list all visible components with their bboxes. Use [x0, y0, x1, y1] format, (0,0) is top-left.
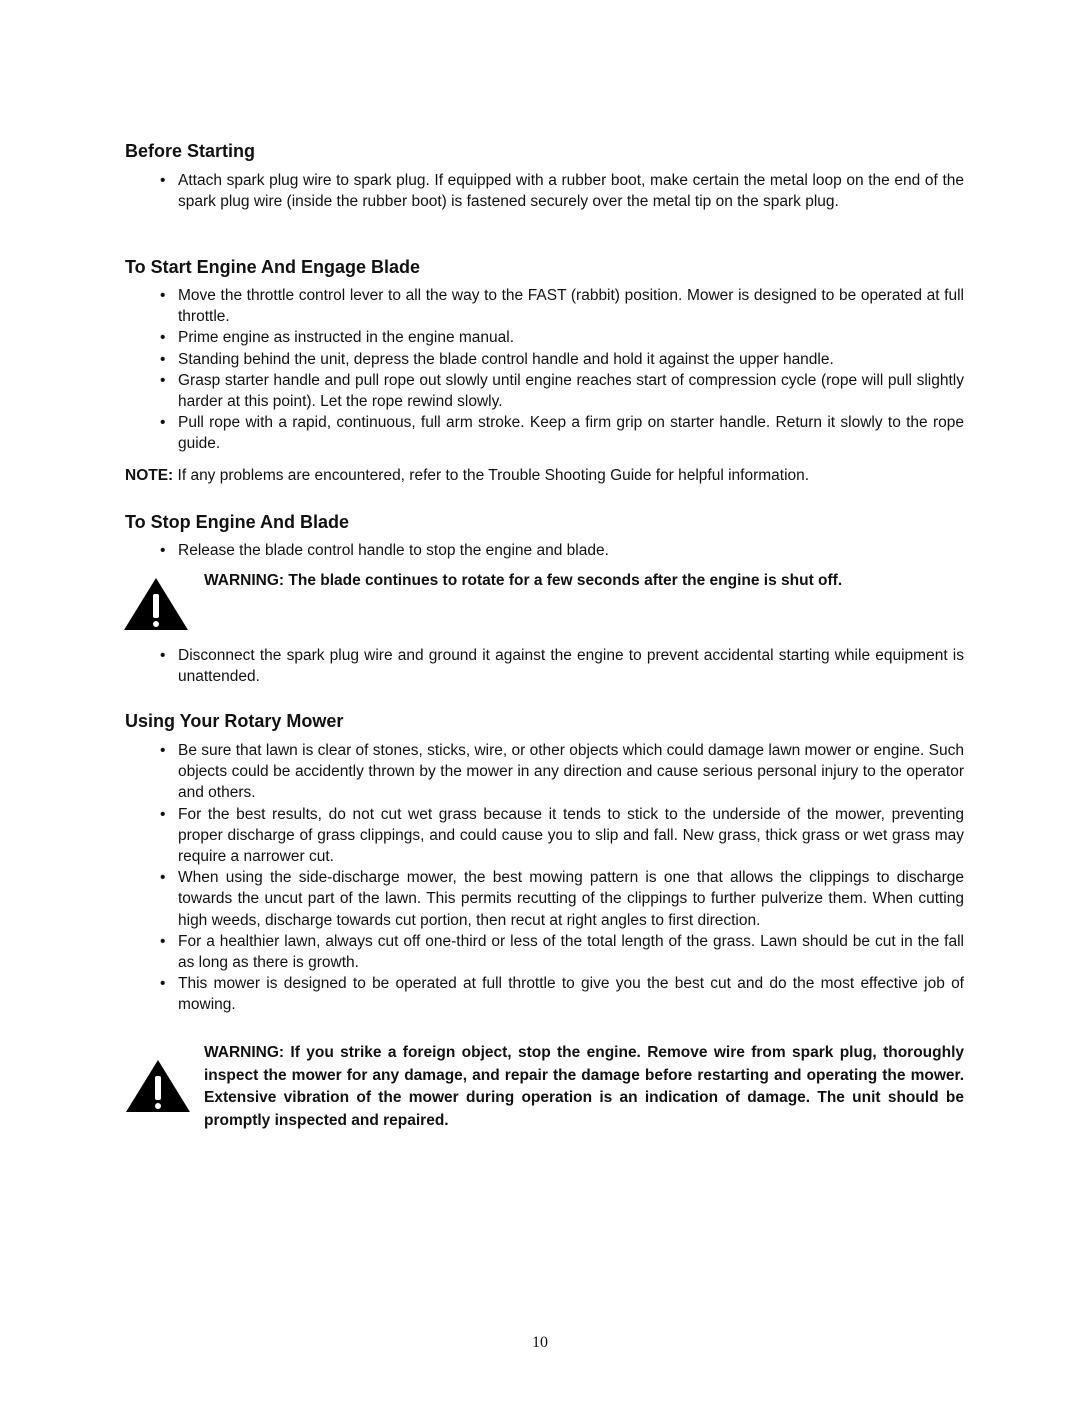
heading-stop-engine: To Stop Engine And Blade — [125, 512, 349, 532]
list-item: • Prime engine as instructed in the engine manual. — [158, 327, 964, 348]
heading-before-starting: Before Starting — [125, 141, 256, 161]
heading-start-engine: To Start Engine And Engage Blade — [125, 257, 421, 277]
list-item: • This mower is designed to be operated at full throttle to give you the best cut and do the most effective job of mowing. — [158, 973, 964, 1015]
list-item: • For the best results, do not cut wet grass because it tends to stick to the underside of the mower, preventing proper discharge of grass clippings, and could cause you to slip and fall. New grass, thick grass or wet grass may require a narrower cut. — [158, 804, 964, 868]
list-item: • Grasp starter handle and pull rope out slowly until engine reaches start of compression cycle (rope will pull slightly harder at this point). Let the rope rewind slowly. — [158, 370, 964, 412]
list-item: • For a healthier lawn, always cut off one-third or less of the total length of the grass. Lawn should be cut in the fall as long as there is growth. — [158, 931, 964, 973]
list-item: • Move the throttle control lever to all the way to the FAST (rabbit) position. Mower is designed to be operated at full throttle. — [158, 285, 964, 327]
start-engine-list — [158, 285, 964, 455]
note — [125, 467, 965, 485]
warning-triangle-icon — [124, 1058, 192, 1114]
list-item: • Attach spark plug wire to spark plug. If equipped with a rubber boot, make certain the metal loop on the end of the spark plug wire (inside the rubber boot) is fastened securely over the metal tip on the spark plug. — [158, 170, 964, 212]
page-number: 10 — [532, 1334, 548, 1351]
list-item: • Release the blade control handle to stop the engine and blade. — [158, 540, 964, 561]
heading-using-mower: Using Your Rotary Mower — [125, 711, 344, 731]
warning-blade-rotates: WARNING: The blade continues to rotate for a few seconds after the engine is shut off. — [204, 572, 843, 589]
list-item: • Be sure that lawn is clear of stones, sticks, wire, or other objects which could damage lawn mower or engine. Such objects could be accidently thrown by the mower in any direction and cause serious personal injury to the operator and others. — [158, 740, 964, 804]
note-text: If any problems are encountered, refer to the Trouble Shooting Guide for helpful information. — [173, 467, 810, 484]
warning-triangle-icon — [122, 576, 190, 632]
list-item: • Disconnect the spark plug wire and ground it against the engine to prevent accidental starting while equipment is unattended. — [158, 645, 964, 687]
list-item: • Pull rope with a rapid, continuous, full arm stroke. Keep a firm grip on starter handle. Return it slowly to the rope guide. — [158, 412, 964, 454]
stop-engine-list-2 — [158, 645, 964, 687]
list-item: • When using the side-discharge mower, the best mowing pattern is one that allows the clippings to discharge towards the uncut part of the lawn. This permits recutting of the clippings to further pulverize them. When cutting high weeds, discharge towards cut portion, then recut at right angles to first direction. — [158, 867, 964, 931]
stop-engine-list-1 — [158, 540, 964, 561]
note-label: NOTE: — [125, 467, 174, 484]
before-starting-list — [158, 170, 964, 212]
using-mower-list — [158, 740, 964, 1016]
warning-foreign-object: WARNING: If you strike a foreign object, stop the engine. Remove wire from spark plug, thoroughly inspect the mower for any damage, and repair the damage before restarting and operating the mower. Extensive vibration of the mower during operation is an indication of damage. The unit should be promptly inspected and repaired. — [204, 1044, 964, 1129]
list-item: • Standing behind the unit, depress the blade control handle and hold it against the upper handle. — [158, 349, 964, 370]
